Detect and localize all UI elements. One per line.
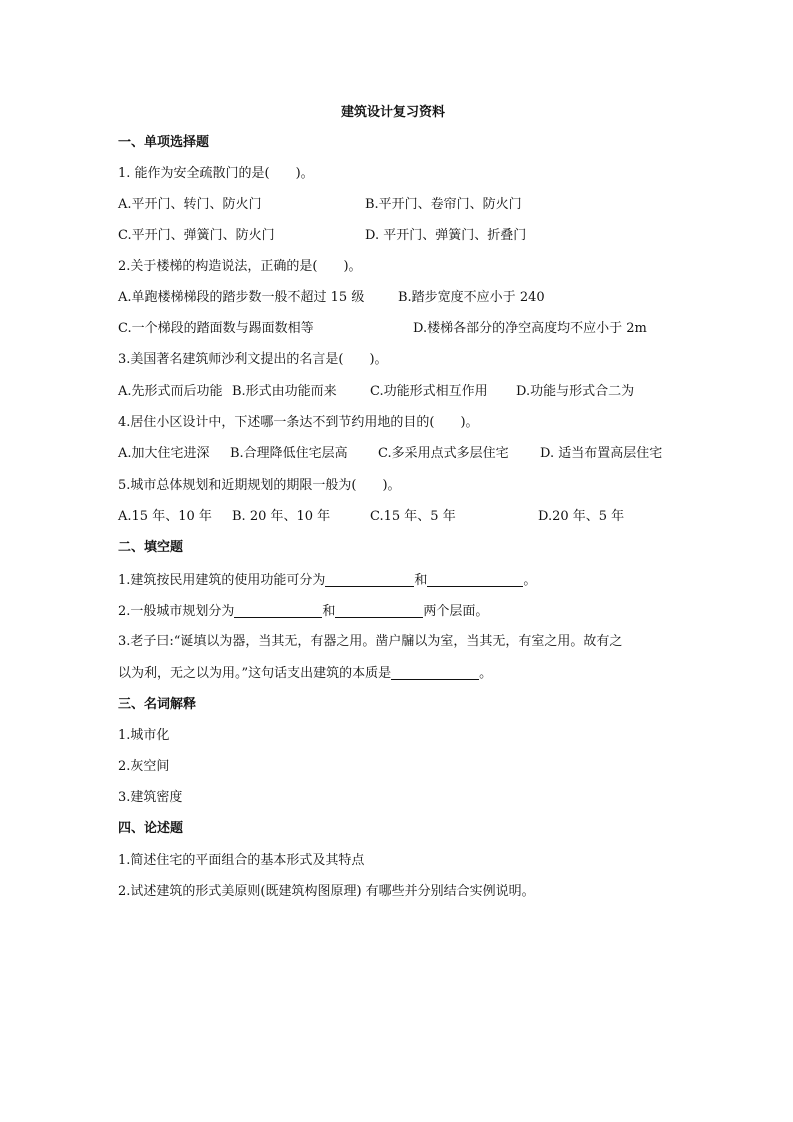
question: 2.关于楼梯的构造说法，正确的是( )。 — [118, 259, 362, 274]
option: B.平开门、卷帘门、防火门 — [365, 197, 522, 212]
option: A.先形式而后功能 — [118, 384, 223, 399]
fill-text: 。 — [523, 573, 537, 588]
option: D. 适当布置高层住宅 — [540, 446, 663, 461]
fill-text: 和 — [414, 573, 428, 588]
option: C.15 年、5 年 — [370, 509, 456, 524]
option: D. 平开门、弹簧门、折叠门 — [365, 228, 527, 243]
option: B.踏步宽度不应小于 240 — [398, 290, 545, 305]
fill-question — [118, 572, 536, 589]
section-heading: 一、单项选择题 — [118, 135, 210, 150]
question: 1. 能作为安全疏散门的是( )。 — [118, 166, 314, 181]
option: A.单跑楼梯梯段的踏步数一般不超过 15 级 — [118, 290, 365, 305]
list-item: 2.灰空间 — [118, 759, 170, 774]
fill-text: 和 — [322, 604, 336, 619]
fill-text: 。 — [479, 666, 493, 681]
list-item: 3.建筑密度 — [118, 790, 183, 805]
answer-blank — [427, 572, 523, 587]
option: C.一个梯段的踏面数与踢面数相等 — [118, 321, 314, 336]
answer-blank — [234, 603, 322, 618]
page-title: 建筑设计复习资料 — [341, 105, 446, 120]
option: D.功能与形式合二为 — [516, 384, 635, 399]
fill-question — [118, 603, 488, 620]
option: B. 20 年、10 年 — [232, 509, 331, 524]
section-heading: 三、名词解释 — [118, 697, 197, 712]
section-heading: 二、填空题 — [118, 540, 184, 555]
fill-text: 1.建筑按民用建筑的使用功能可分为 — [118, 573, 326, 588]
fill-text: 2.一般城市规划分为 — [118, 604, 235, 619]
option: A.加大住宅进深 — [118, 446, 210, 461]
answer-blank — [325, 572, 414, 587]
option: D.楼梯各部分的净空高度均不应小于 2m — [413, 321, 647, 336]
question: 4.居住小区设计中，下述哪一条达不到节约用地的目的( )。 — [118, 415, 479, 430]
option: C.功能形式相互作用 — [370, 384, 488, 399]
list-item: 2.试述建筑的形式美原则(既建筑构图原理) 有哪些并分别结合实例说明。 — [118, 884, 535, 899]
option: D.20 年、5 年 — [538, 509, 625, 524]
fill-question — [118, 665, 492, 682]
question: 5.城市总体规划和近期规划的期限一般为( )。 — [118, 478, 401, 493]
list-item: 1.简述住宅的平面组合的基本形式及其特点 — [118, 853, 365, 868]
answer-blank — [335, 603, 423, 618]
option: B.形式由功能而来 — [232, 384, 337, 399]
option: A.平开门、转门、防火门 — [118, 197, 262, 212]
question: 3.美国著名建筑师沙利文提出的名言是( )。 — [118, 352, 388, 367]
fill-text: 3.老子曰:“诞填以为器，当其无，有器之用。凿户牖以为室，当其无，有室之用。故有之 — [118, 634, 623, 649]
fill-text: 以为利，无之以为用。”这句话支出建筑的本质是 — [118, 666, 392, 681]
answer-blank — [391, 665, 479, 680]
section-heading: 四、论述题 — [118, 821, 184, 836]
option: A.15 年、10 年 — [118, 509, 212, 524]
option: C.多采用点式多层住宅 — [378, 446, 509, 461]
option: C.平开门、弹簧门、防火门 — [118, 228, 275, 243]
fill-text: 两个层面。 — [423, 604, 489, 619]
list-item: 1.城市化 — [118, 728, 170, 743]
option: B.合理降低住宅层高 — [230, 446, 348, 461]
